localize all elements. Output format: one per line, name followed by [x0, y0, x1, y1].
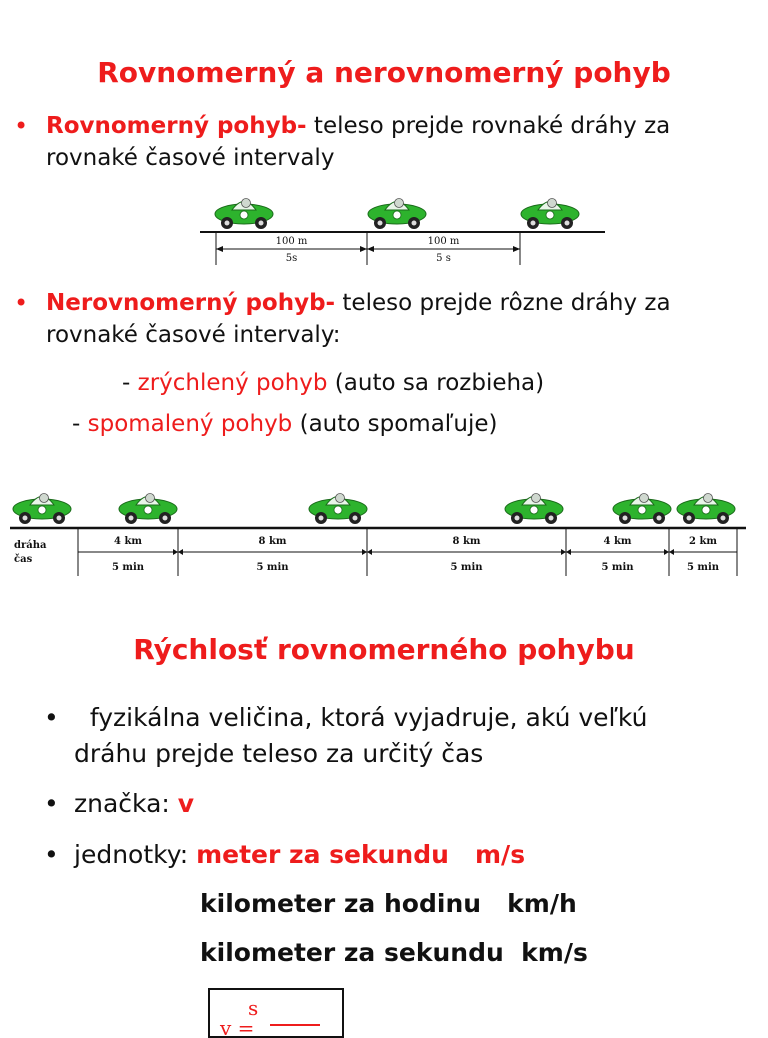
distance-label: 8 km	[258, 536, 287, 547]
uniform-text-line2: rovnaké časové intervaly	[46, 145, 335, 171]
nonuniform-term: Nerovnomerný pohyb-	[46, 290, 336, 316]
title-uniform-speed: Rýchlosť rovnomerného pohybu	[133, 633, 635, 666]
bullet-units	[44, 837, 59, 873]
formula-lhs: v =	[220, 1016, 255, 1038]
accelerated-line	[122, 367, 544, 399]
title-uniform-motion: Rovnomerný a nerovnomerný pohyb	[97, 56, 671, 89]
speed-definition-line2: dráhu prejde teleso za určitý čas	[74, 739, 484, 768]
car-icon	[309, 494, 367, 525]
row-label-time: čas	[14, 554, 33, 565]
car-icon	[521, 199, 579, 230]
time-label: 5s	[285, 253, 298, 264]
nonuniform-text: teleso prejde rôzne dráhy za	[335, 290, 671, 316]
symbol-label: značka:	[74, 789, 178, 818]
speed-definition	[74, 700, 754, 772]
decelerated-note: (auto spomaľuje)	[292, 411, 498, 437]
uniform-term: Rovnomerný pohyb-	[46, 113, 307, 139]
time-label: 5 s	[436, 253, 451, 264]
formula-numerator: s	[248, 996, 259, 1020]
car-icon	[119, 494, 177, 525]
bullet-dot: •	[14, 289, 29, 317]
uniform-text: teleso prejde rovnaké dráhy za	[306, 113, 671, 139]
car-icon	[613, 494, 671, 525]
bullet-nonuniform	[14, 287, 28, 320]
unit-mps: meter za sekundu m/s	[196, 840, 526, 869]
car-icon	[215, 199, 273, 230]
speed-symbol-line	[74, 786, 194, 822]
distance-label: 8 km	[452, 536, 481, 547]
distance-label: 2 km	[689, 536, 717, 547]
speed-definition-line1: fyzikálna veličina, ktorá vyjadruje, akú veľkú	[74, 703, 648, 732]
row-label-distance: dráha	[14, 540, 47, 551]
time-label: 5 min	[256, 562, 289, 573]
nonuniform-definition	[46, 287, 746, 351]
time-label: 5 min	[601, 562, 634, 573]
time-label: 5 min	[111, 562, 145, 573]
distance-label: 4 km	[603, 536, 632, 547]
bullet-dot: •	[44, 840, 59, 869]
bullet-symbol	[44, 786, 59, 822]
accelerated-term: zrýchlený pohyb	[137, 370, 328, 396]
nonuniform-text-line2: rovnaké časové intervaly:	[46, 322, 341, 348]
distance-label: 4 km	[114, 536, 142, 547]
unit-kmph: kilometer za hodinu km/h	[200, 889, 577, 918]
dash: -	[122, 370, 138, 396]
units-label: jednotky:	[74, 840, 197, 869]
unit-kmps: kilometer za sekundu km/s	[200, 938, 588, 967]
decelerated-term: spomalený pohyb	[87, 411, 293, 437]
dash: -	[72, 411, 88, 437]
uniform-definition	[46, 110, 746, 174]
bullet-dot: •	[44, 789, 59, 818]
car-icon	[505, 494, 563, 525]
bullet-uniform	[14, 110, 28, 143]
units-line	[74, 837, 525, 873]
bullet-dot: •	[44, 703, 59, 732]
car-icon	[13, 494, 71, 525]
car-icon	[677, 494, 735, 525]
car-icon	[368, 199, 426, 230]
bullet-dot: •	[14, 112, 29, 140]
time-label: 5 min	[686, 562, 720, 573]
distance-label: 100 m	[427, 236, 460, 247]
distance-label: 100 m	[275, 236, 308, 247]
fraction-bar	[270, 1024, 320, 1026]
accelerated-note: (auto sa rozbieha)	[327, 370, 545, 396]
decelerated-line	[72, 408, 498, 440]
speed-symbol: v	[177, 789, 195, 818]
time-label: 5 min	[450, 562, 483, 573]
formula-box	[208, 988, 344, 1038]
bullet-definition	[44, 700, 59, 736]
